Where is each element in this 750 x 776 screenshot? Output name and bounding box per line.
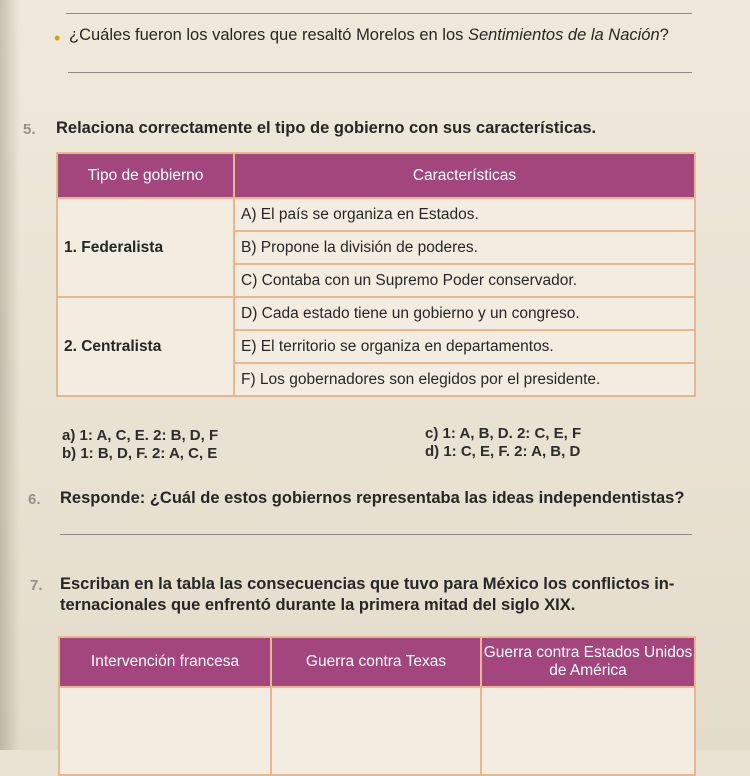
bullet-question-pre: ¿Cuáles fueron los valores que resaltó Morelos en los bbox=[69, 26, 468, 44]
header-caracteristicas: Características bbox=[234, 153, 695, 198]
bullet-question-italic: Sentimientos de la Nación bbox=[467, 26, 660, 44]
option-a[interactable]: a) 1: A, C, E. 2: B, D, F bbox=[62, 427, 219, 444]
characteristic-a: A) El país se organiza en Estados. bbox=[234, 198, 695, 231]
bullet-question-post: ? bbox=[659, 26, 669, 44]
type-federalista: 1. Federalista bbox=[57, 198, 234, 297]
header-intervencion-francesa: Intervención francesa bbox=[59, 637, 271, 687]
page-shadow bbox=[0, 0, 20, 750]
characteristic-c: C) Contaba con un Supremo Poder conservador. bbox=[234, 264, 695, 297]
bullet-icon: • bbox=[54, 28, 61, 48]
header-guerra-texas: Guerra contra Texas bbox=[271, 637, 481, 687]
question-6-number: 6. bbox=[28, 491, 41, 508]
characteristic-e: E) El territorio se organiza en departamentos. bbox=[234, 330, 695, 363]
option-c[interactable]: c) 1: A, B, D. 2: C, E, F bbox=[425, 425, 582, 442]
answer-line-top bbox=[66, 13, 692, 14]
question-6-text: Responde: ¿Cuál de estos gobiernos representaba las ideas independentistas? bbox=[60, 489, 685, 507]
answer-line-q6[interactable] bbox=[60, 534, 692, 535]
option-d[interactable]: d) 1: C, E, F. 2: A, B, D bbox=[425, 443, 581, 460]
bullet-question bbox=[69, 26, 669, 45]
question-7-text-line2: ternacionales que enfrentó durante la primera mitad del siglo XIX. bbox=[60, 596, 576, 614]
government-types-table bbox=[56, 152, 696, 397]
characteristic-b: B) Propone la división de poderes. bbox=[234, 231, 695, 264]
characteristic-d: D) Cada estado tiene un gobierno y un congreso. bbox=[234, 297, 695, 330]
cell-guerra-texas[interactable] bbox=[271, 687, 481, 775]
question-7-text-line1: Escriban en la tabla las consecuencias que tuvo para México los conflictos in- bbox=[60, 575, 675, 593]
option-b[interactable]: b) 1: B, D, F. 2: A, C, E bbox=[62, 445, 218, 462]
answer-line-bullet[interactable] bbox=[68, 72, 692, 73]
conflicts-table bbox=[58, 636, 696, 776]
question-7-number: 7. bbox=[30, 577, 43, 594]
type-centralista: 2. Centralista bbox=[57, 297, 234, 396]
characteristic-f: F) Los gobernadores son elegidos por el presidente. bbox=[234, 363, 695, 396]
cell-intervencion-francesa[interactable] bbox=[59, 687, 271, 775]
header-guerra-estados-unidos: Guerra contra Estados Unidos de América bbox=[481, 637, 695, 687]
cell-guerra-estados-unidos[interactable] bbox=[481, 687, 695, 775]
question-5-text: Relaciona correctamente el tipo de gobierno con sus características. bbox=[56, 119, 597, 137]
header-tipo-de-gobierno: Tipo de gobierno bbox=[57, 153, 234, 198]
question-5-number: 5. bbox=[23, 121, 36, 138]
